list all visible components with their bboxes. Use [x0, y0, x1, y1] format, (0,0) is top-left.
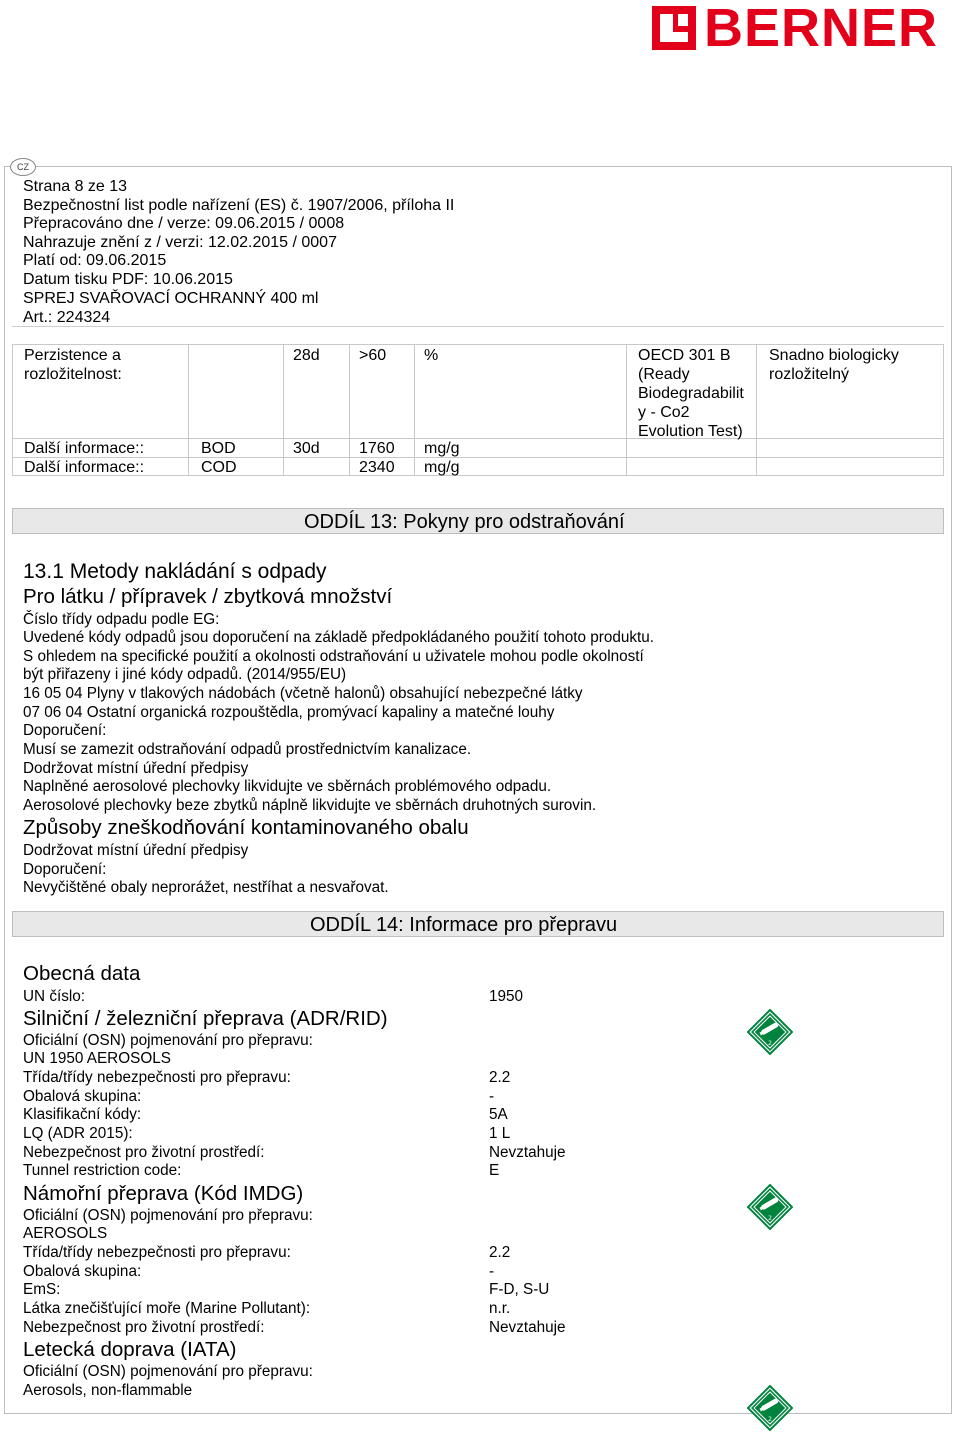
- section-14-title: ODDÍL 14: Informace pro přepravu: [310, 914, 618, 936]
- osn-name-value: AEROSOLS: [23, 1225, 108, 1242]
- transport-row-label: EmS:: [23, 1281, 61, 1298]
- text-line: 07 06 04 Ostatní organická rozpouštědla, promývací kapaliny a matečné louhy: [23, 704, 555, 721]
- gas-cylinder-icon: [747, 1385, 793, 1431]
- revision-line: Přepracováno dne / verze: 09.06.2015 / 0008: [23, 215, 345, 232]
- section-14-header: [12, 911, 944, 937]
- text-line: Dodržovat místní úřední předpisy: [23, 760, 249, 777]
- text-line: Číslo třídy odpadu podle EG:: [23, 611, 220, 628]
- transport-row-value: -: [489, 1088, 495, 1105]
- brand-name: BERNER: [704, 0, 939, 58]
- transport-row-value: 1 L: [489, 1125, 511, 1142]
- section-13-header: [12, 508, 944, 534]
- text-line: být přiřazeny i jiné kódy odpadů. (2014/955/EU): [23, 666, 347, 683]
- table-cell-note: Snadno biologicky: [769, 347, 899, 364]
- table-row-label: Další informace::: [24, 459, 145, 476]
- table-cell-unit: %: [424, 347, 439, 364]
- table-cell-note: rozložitelný: [769, 366, 850, 383]
- transport-row-value: Nevztahuje: [489, 1144, 566, 1161]
- text-line: Aerosolové plechovky beze zbytků náplně likvidujte ve sběrnách druhotných surovin.: [23, 797, 597, 814]
- osn-name-label: Oficiální (OSN) pojmenování pro přepravu:: [23, 1207, 313, 1224]
- regulation-line: Bezpečnostní list podle nařízení (ES) č. 1907/2006, příloha II: [23, 197, 455, 214]
- transport-row-label: LQ (ADR 2015):: [23, 1125, 133, 1142]
- transport-row-value: 2.2: [489, 1244, 511, 1261]
- section-13-title: ODDÍL 13: Pokyny pro odstraňování: [304, 511, 625, 533]
- table-cell-method: Evolution Test): [638, 423, 743, 440]
- general-data-heading: Obecná data: [23, 962, 141, 985]
- transport-row-value: 2.2: [489, 1069, 511, 1086]
- text-line: 16 05 04 Plyny v tlakových nádobách (včetně halonů) obsahující nebezpečné látky: [23, 685, 583, 702]
- table-cell-type: BOD: [201, 440, 236, 457]
- osn-name-value: UN 1950 AEROSOLS: [23, 1050, 171, 1067]
- header-divider: [12, 326, 944, 327]
- sea-transport-heading: Námořní přeprava (Kód IMDG): [23, 1182, 304, 1205]
- text-line: Naplněné aerosolové plechovky likvidujte ve sběrnách problémového odpadu.: [23, 778, 552, 795]
- table-cell-value: 2340: [359, 459, 395, 476]
- text-line: Doporučení:: [23, 722, 107, 739]
- table-cell-value: >60: [359, 347, 387, 364]
- transport-row-value: -: [489, 1263, 495, 1280]
- transport-row-value: Nevztahuje: [489, 1319, 566, 1336]
- supersedes-line: Nahrazuje znění z / verzi: 12.02.2015 / 0007: [23, 234, 337, 251]
- product-name: SPREJ SVAŘOVACÍ OCHRANNÝ 400 ml: [23, 290, 319, 307]
- table-cell-method: Biodegradabilit: [638, 385, 744, 402]
- text-line: Musí se zamezit odstraňování odpadů prostřednictvím kanalizace.: [23, 741, 472, 758]
- table-row-label: Perzistence a: [24, 347, 121, 364]
- transport-row-label: Klasifikační kódy:: [23, 1106, 142, 1123]
- transport-row-label: Třída/třídy nebezpečnosti pro přepravu:: [23, 1244, 291, 1261]
- table-row-label: rozložitelnost:: [24, 366, 122, 383]
- table-cell-method: y - Co2: [638, 404, 690, 421]
- packaging-heading: Způsoby zneškodňování kontaminovaného obalu: [23, 816, 469, 839]
- un-number-value: 1950: [489, 988, 524, 1005]
- gas-cylinder-icon: [747, 1009, 793, 1055]
- osn-name-label: Oficiální (OSN) pojmenování pro přepravu:: [23, 1363, 313, 1380]
- transport-row-label: Obalová skupina:: [23, 1088, 142, 1105]
- table-cell-time: 28d: [293, 347, 320, 364]
- svg-text:2: 2: [768, 1040, 772, 1047]
- text-line: S ohledem na specifické použití a okolnosti odstraňování u uživatele mohou podle okolností: [23, 648, 644, 665]
- transport-row-value: F-D, S-U: [489, 1281, 550, 1298]
- transport-row-label: Nebezpečnost pro životní prostředí:: [23, 1144, 265, 1161]
- un-number-label: UN číslo:: [23, 988, 86, 1005]
- country-badge: CZ: [10, 158, 36, 176]
- waste-subheading: Pro látku / přípravek / zbytková množství: [23, 585, 393, 608]
- table-cell-method: OECD 301 B: [638, 347, 731, 364]
- osn-name-value: Aerosols, non-flammable: [23, 1382, 193, 1399]
- text-line: Nevyčištěné obaly neprorážet, nestříhat a nesvařovat.: [23, 879, 389, 896]
- article-number: Art.: 224324: [23, 309, 111, 326]
- section-13-1-heading: 13.1 Metody nakládání s odpady: [23, 560, 327, 583]
- berner-logo-mark-icon: [652, 6, 696, 50]
- air-transport-heading: Letecká doprava (IATA): [23, 1338, 237, 1361]
- transport-row-value: 5A: [489, 1106, 508, 1123]
- table-cell-type: COD: [201, 459, 237, 476]
- table-cell-value: 1760: [359, 440, 395, 457]
- table-cell-unit: mg/g: [424, 440, 460, 457]
- page-number: Strana 8 ze 13: [23, 178, 128, 195]
- transport-row-label: Obalová skupina:: [23, 1263, 142, 1280]
- transport-row-label: Nebezpečnost pro životní prostředí:: [23, 1319, 265, 1336]
- table-row-label: Další informace::: [24, 440, 145, 457]
- berner-logo: [652, 0, 954, 58]
- valid-from-line: Platí od: 09.06.2015: [23, 252, 167, 269]
- transport-row-label: Tunnel restriction code:: [23, 1162, 182, 1179]
- road-transport-heading: Silniční / železniční přeprava (ADR/RID): [23, 1007, 388, 1030]
- svg-text:2: 2: [768, 1215, 772, 1222]
- svg-text:2: 2: [768, 1416, 772, 1423]
- text-line: Uvedené kódy odpadů jsou doporučení na základě předpokládaného použití tohoto produktu.: [23, 629, 655, 646]
- print-date-line: Datum tisku PDF: 10.06.2015: [23, 271, 233, 288]
- table-cell-time: 30d: [293, 440, 320, 457]
- ecotox-table: [12, 344, 944, 476]
- text-line: Dodržovat místní úřední předpisy: [23, 842, 249, 859]
- text-line: Doporučení:: [23, 861, 107, 878]
- table-cell-unit: mg/g: [424, 459, 460, 476]
- transport-row-value: E: [489, 1162, 500, 1179]
- transport-row-label: Látka znečišťující moře (Marine Pollutant):: [23, 1300, 311, 1317]
- transport-row-label: Třída/třídy nebezpečnosti pro přepravu:: [23, 1069, 291, 1086]
- transport-row-value: n.r.: [489, 1300, 511, 1317]
- gas-cylinder-icon: [747, 1184, 793, 1230]
- osn-name-label: Oficiální (OSN) pojmenování pro přepravu:: [23, 1032, 313, 1049]
- table-cell-method: (Ready: [638, 366, 690, 383]
